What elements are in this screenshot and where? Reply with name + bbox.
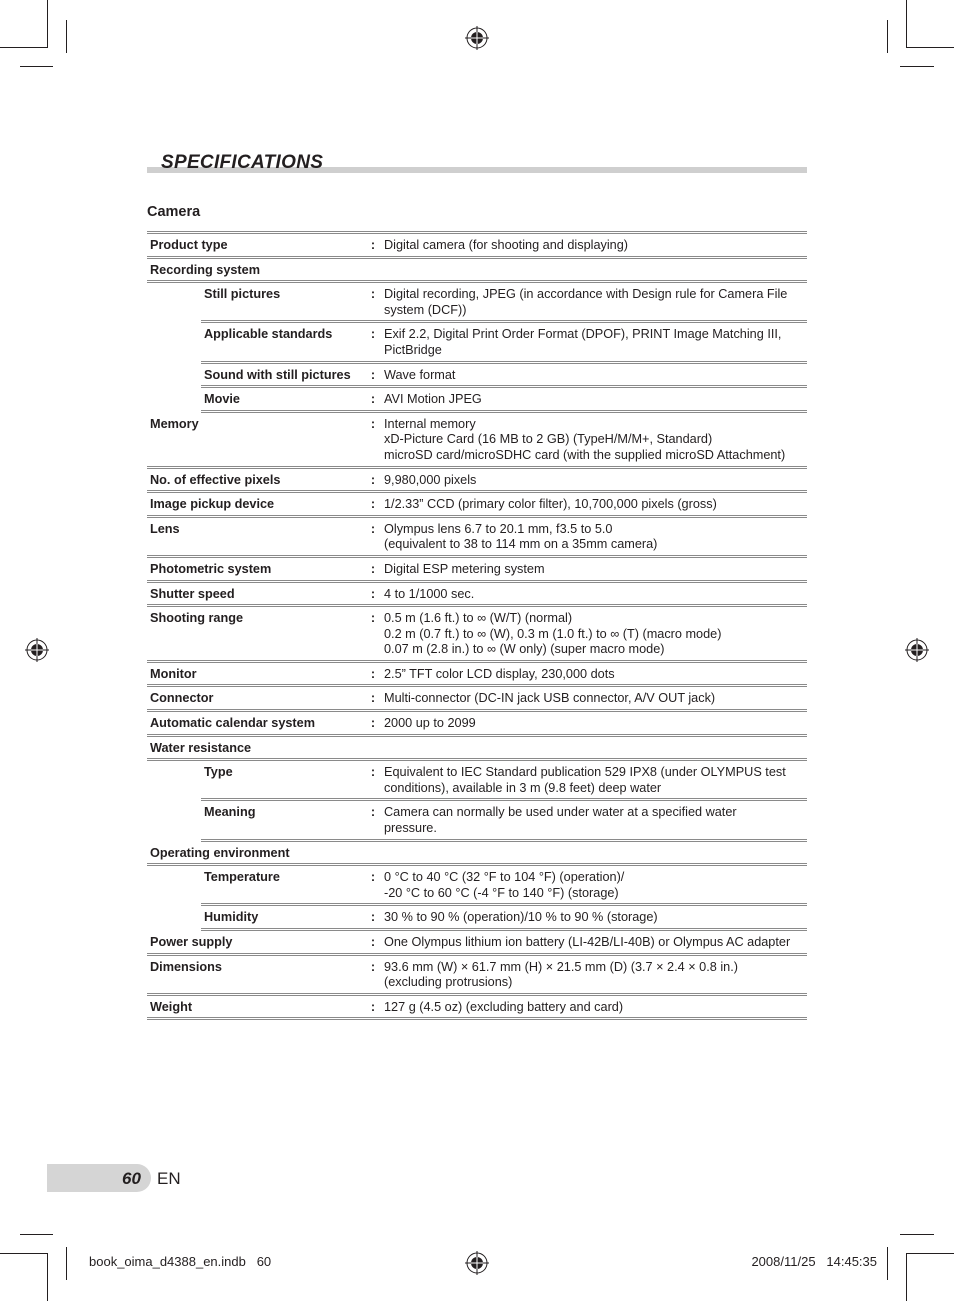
spec-value — [381, 994, 807, 1019]
spec-label: Image pickup device — [147, 492, 365, 517]
spec-value — [381, 387, 807, 412]
spec-colon: : — [365, 556, 381, 581]
spec-row — [147, 661, 807, 686]
page-title: SPECIFICATIONS — [161, 152, 324, 173]
spec-value-line: 4 to 1/1000 sec. — [384, 586, 475, 601]
spec-value-line: 1/2.33” CCD (primary color filter), 10,700,000 pixels (gross) — [384, 497, 717, 512]
print-timestamp: 2008/11/25 14:45:35 — [751, 1254, 877, 1269]
spec-label: Power supply — [147, 930, 365, 955]
spec-value — [381, 581, 807, 606]
spec-row — [147, 411, 807, 467]
spec-colon: : — [365, 606, 381, 662]
spec-value — [381, 467, 807, 492]
spec-value — [381, 516, 807, 556]
spec-colon: : — [365, 322, 381, 362]
spec-value — [381, 760, 807, 800]
spec-row — [147, 930, 807, 955]
registration-mark-icon — [465, 26, 489, 50]
spec-row — [147, 840, 807, 865]
spec-value-line: 0 °C to 40 °C (32 °F to 104 °F) (operation)/ — [384, 870, 625, 885]
spec-value — [381, 905, 807, 930]
spec-row — [147, 282, 807, 322]
spec-value-line: pressure. — [384, 821, 437, 836]
spec-row — [147, 556, 807, 581]
spec-label: Still pictures — [201, 282, 365, 322]
spec-value — [381, 556, 807, 581]
spec-row — [147, 322, 807, 362]
spec-label: Monitor — [147, 661, 365, 686]
spec-value — [381, 606, 807, 662]
spec-row — [147, 581, 807, 606]
spec-label: Shooting range — [147, 606, 365, 662]
section-heading-camera: Camera — [147, 204, 201, 220]
spec-row — [147, 954, 807, 994]
crop-mark — [887, 1247, 888, 1280]
spec-colon: : — [365, 411, 381, 467]
spec-row — [147, 865, 807, 905]
spec-colon: : — [365, 711, 381, 736]
registration-mark-icon — [465, 1251, 489, 1275]
spec-value — [381, 711, 807, 736]
indent-cell — [147, 760, 201, 800]
spec-value-line: AVI Motion JPEG — [384, 392, 482, 407]
spec-value — [381, 800, 807, 840]
spec-value — [381, 322, 807, 362]
spec-value-line: (equivalent to 38 to 114 mm on a 35mm camera) — [384, 537, 658, 552]
spec-row — [147, 905, 807, 930]
indent-cell — [147, 865, 201, 905]
spec-colon: : — [365, 994, 381, 1019]
indent-cell — [147, 800, 201, 840]
spec-value-line: xD-Picture Card (16 MB to 2 GB) (TypeH/M/M+, Standard) — [384, 432, 713, 447]
spec-value-line: Camera can normally be used under water at a specified water — [384, 805, 737, 820]
spec-label: Type — [201, 760, 365, 800]
spec-value-line: Multi-connector (DC-IN jack USB connector, A/V OUT jack) — [384, 691, 716, 706]
crop-mark — [47, 0, 48, 48]
spec-label: Movie — [201, 387, 365, 412]
spec-row — [147, 606, 807, 662]
specifications-table — [147, 231, 807, 1020]
indent-cell — [147, 362, 201, 387]
spec-value — [381, 865, 807, 905]
spec-row — [147, 994, 807, 1019]
crop-mark — [47, 1253, 48, 1301]
spec-value-line: conditions), available in 3 m (9.8 feet) deep water — [384, 780, 662, 795]
print-file-info: book_oima_d4388_en.indb 60 — [89, 1254, 272, 1269]
spec-label: Product type — [147, 233, 365, 258]
spec-value — [381, 411, 807, 467]
spec-colon: : — [365, 760, 381, 800]
spec-colon: : — [365, 282, 381, 322]
crop-mark — [20, 1234, 53, 1235]
spec-value-line: -20 °C to 60 °C (-4 °F to 140 °F) (storage) — [384, 885, 619, 900]
spec-group-label: Operating environment — [147, 840, 807, 865]
spec-value-line: Digital camera (for shooting and displaying) — [384, 238, 629, 252]
spec-row — [147, 686, 807, 711]
spec-label: Humidity — [201, 905, 365, 930]
spec-value — [381, 362, 807, 387]
spec-value-line: One Olympus lithium ion battery (LI-42B/LI-40B) or Olympus AC adapter — [384, 935, 791, 949]
spec-row — [147, 711, 807, 736]
spec-row — [147, 735, 807, 760]
spec-label: No. of effective pixels — [147, 467, 365, 492]
spec-row — [147, 800, 807, 840]
registration-mark-icon — [905, 638, 929, 662]
spec-value — [381, 686, 807, 711]
registration-mark-icon — [25, 638, 49, 662]
spec-group-label: Water resistance — [147, 735, 807, 760]
spec-label: Meaning — [201, 800, 365, 840]
crop-mark — [906, 1253, 954, 1254]
spec-row — [147, 387, 807, 412]
spec-value-line: 0.2 m (0.7 ft.) to ∞ (W), 0.3 m (1.0 ft.) to ∞ (T) (macro mode) — [384, 626, 722, 641]
spec-value-line: system (DCF)) — [384, 302, 467, 317]
crop-mark — [66, 20, 67, 53]
indent-cell — [147, 282, 201, 322]
spec-value-line: 0.07 m (2.8 in.) to ∞ (W only) (super macro mode) — [384, 642, 665, 657]
spec-value-line: Olympus lens 6.7 to 20.1 mm, f3.5 to 5.0 — [384, 521, 613, 536]
spec-row — [147, 233, 807, 258]
spec-colon: : — [365, 661, 381, 686]
spec-value — [381, 492, 807, 517]
spec-label: Automatic calendar system — [147, 711, 365, 736]
spec-row — [147, 492, 807, 517]
spec-colon: : — [365, 362, 381, 387]
spec-value-line: Digital ESP metering system — [384, 561, 545, 576]
spec-value-line: Equivalent to IEC Standard publication 529 IPX8 (under OLYMPUS test — [384, 765, 786, 780]
page-number: 60 — [122, 1169, 141, 1188]
spec-colon: : — [365, 233, 381, 258]
spec-label: Temperature — [201, 865, 365, 905]
spec-colon: : — [365, 954, 381, 994]
spec-value-line: 9,980,000 pixels — [384, 472, 477, 487]
spec-value-line: 93.6 mm (W) × 61.7 mm (H) × 21.5 mm (D) (3.7 × 2.4 × 0.8 in.) — [384, 959, 738, 974]
indent-cell — [147, 322, 201, 362]
spec-colon: : — [365, 387, 381, 412]
indent-cell — [147, 387, 201, 412]
spec-value-line: (excluding protrusions) — [384, 975, 513, 990]
crop-mark — [0, 47, 48, 48]
page-title-block — [147, 150, 807, 174]
spec-value — [381, 954, 807, 994]
spec-label: Sound with still pictures — [201, 362, 365, 387]
spec-value-line: PictBridge — [384, 342, 442, 357]
spec-label: Photometric system — [147, 556, 365, 581]
spec-value-line: 30 % to 90 % (operation)/10 % to 90 % (storage) — [384, 910, 658, 925]
spec-colon: : — [365, 905, 381, 930]
spec-label: Applicable standards — [201, 322, 365, 362]
spec-label: Connector — [147, 686, 365, 711]
spec-value-line: Exif 2.2, Digital Print Order Format (DPOF), PRINT Image Matching III, — [384, 327, 782, 342]
spec-group-label: Recording system — [147, 257, 807, 282]
spec-row — [147, 760, 807, 800]
spec-colon: : — [365, 686, 381, 711]
spec-value-line: Digital recording, JPEG (in accordance with Design rule for Camera File — [384, 287, 788, 302]
crop-mark — [906, 1253, 907, 1301]
spec-colon: : — [365, 800, 381, 840]
language-label: EN — [157, 1169, 181, 1188]
crop-mark — [66, 1247, 67, 1280]
spec-colon: : — [365, 492, 381, 517]
spec-label: Weight — [147, 994, 365, 1019]
spec-row — [147, 516, 807, 556]
spec-value — [381, 282, 807, 322]
crop-mark — [900, 1234, 934, 1235]
spec-label: Shutter speed — [147, 581, 365, 606]
spec-row — [147, 362, 807, 387]
spec-colon: : — [365, 467, 381, 492]
spec-colon: : — [365, 581, 381, 606]
spec-row — [147, 257, 807, 282]
crop-mark — [0, 1253, 48, 1254]
crop-mark — [906, 47, 954, 48]
indent-cell — [147, 905, 201, 930]
spec-value — [381, 661, 807, 686]
crop-mark — [906, 0, 907, 48]
spec-label: Lens — [147, 516, 365, 556]
spec-colon: : — [365, 516, 381, 556]
spec-row — [147, 467, 807, 492]
crop-mark — [20, 66, 53, 67]
spec-label: Memory — [147, 411, 365, 467]
spec-colon: : — [365, 865, 381, 905]
spec-value-line: 2.5” TFT color LCD display, 230,000 dots — [384, 666, 615, 681]
spec-colon: : — [365, 930, 381, 955]
crop-mark — [887, 20, 888, 53]
spec-value — [381, 233, 807, 258]
crop-mark — [900, 66, 934, 67]
spec-value — [381, 930, 807, 955]
spec-value-line: microSD card/microSDHC card (with the supplied microSD Attachment) — [384, 447, 786, 462]
spec-value-line: 2000 up to 2099 — [384, 716, 476, 731]
spec-value-line: 0.5 m (1.6 ft.) to ∞ (W/T) (normal) — [384, 611, 573, 626]
spec-value-line: Wave format — [384, 367, 456, 382]
spec-value-line: 127 g (4.5 oz) (excluding battery and card) — [384, 999, 624, 1014]
spec-value-line: Internal memory — [384, 416, 476, 431]
spec-label: Dimensions — [147, 954, 365, 994]
